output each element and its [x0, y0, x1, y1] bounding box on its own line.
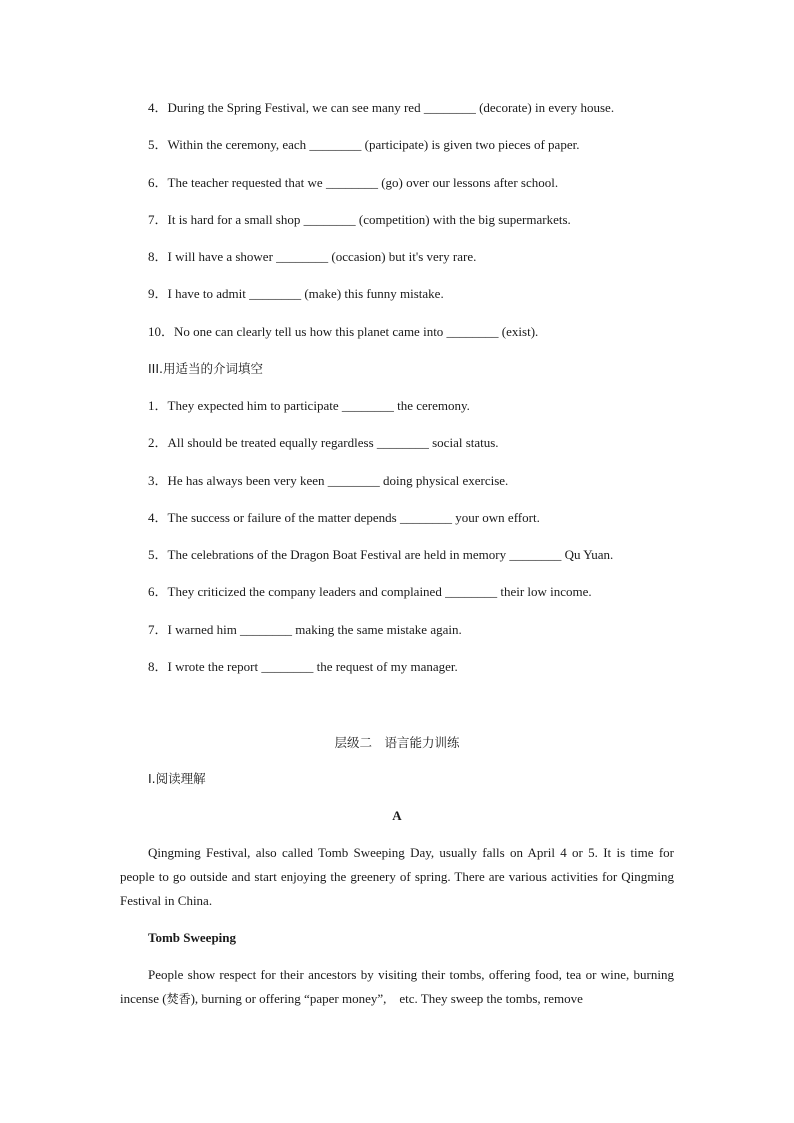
- prepositions-item-5: 5．The celebrations of the Dragon Boat Festival are held in memory ________ Qu Yuan.: [148, 547, 614, 562]
- paragraph-2-chinese-gloss: 焚香: [166, 992, 191, 1006]
- word-formation-item-6: 6．The teacher requested that we ________ (go) over our lessons after school.: [148, 175, 559, 190]
- level-two-title: 层级二 语言能力训练: [334, 735, 460, 750]
- prepositions-item-6: 6．They criticized the company leaders and complained ________ their low income.: [148, 584, 592, 599]
- prepositions-item-3: 3．He has always been very keen ________ doing physical exercise.: [148, 473, 509, 488]
- passage-subheading: Tomb Sweeping: [148, 930, 237, 945]
- word-formation-item-8: 8．I will have a shower ________ (occasion) but it's very rare.: [148, 249, 477, 264]
- prepositions-item-8: 8．I wrote the report ________ the request of my manager.: [148, 659, 458, 674]
- word-formation-item-7: 7．It is hard for a small shop ________ (competition) with the big supermarkets.: [148, 212, 571, 227]
- passage-paragraph-1: Qingming Festival, also called Tomb Sweeping Day, usually falls on April 4 or 5. It is time for people to go outside and start enjoying the greenery of spring. There are various activities for Qingming Festival in China.: [120, 845, 674, 908]
- prepositions-section-title: III.用适当的介词填空: [148, 361, 264, 376]
- paragraph-2-text-a: People show respect for their ancestors by visiting their tombs, offering food, tea or wine, burning incense (: [120, 967, 674, 1006]
- prepositions-item-2: 2．All should be treated equally regardless ________ social status.: [148, 435, 499, 450]
- word-formation-item-10: 10．No one can clearly tell us how this planet came into ________ (exist).: [148, 324, 539, 339]
- prepositions-item-4: 4．The success or failure of the matter depends ________ your own effort.: [148, 510, 540, 525]
- paragraph-2-text-b: ), burning or offering “paper money”, etc. They sweep the tombs, remove: [190, 991, 583, 1006]
- prepositions-item-7: 7．I warned him ________ making the same mistake again.: [148, 622, 462, 637]
- word-formation-item-4: 4．During the Spring Festival, we can see many red ________ (decorate) in every house.: [148, 100, 615, 115]
- prepositions-item-1: 1．They expected him to participate ________ the ceremony.: [148, 398, 470, 413]
- passage-label: A: [392, 808, 402, 823]
- reading-heading: Ⅰ.阅读理解: [148, 771, 206, 786]
- word-formation-item-9: 9．I have to admit ________ (make) this funny mistake.: [148, 286, 444, 301]
- passage-paragraph-2: [120, 963, 674, 1011]
- word-formation-item-5: 5．Within the ceremony, each ________ (participate) is given two pieces of paper.: [148, 137, 580, 152]
